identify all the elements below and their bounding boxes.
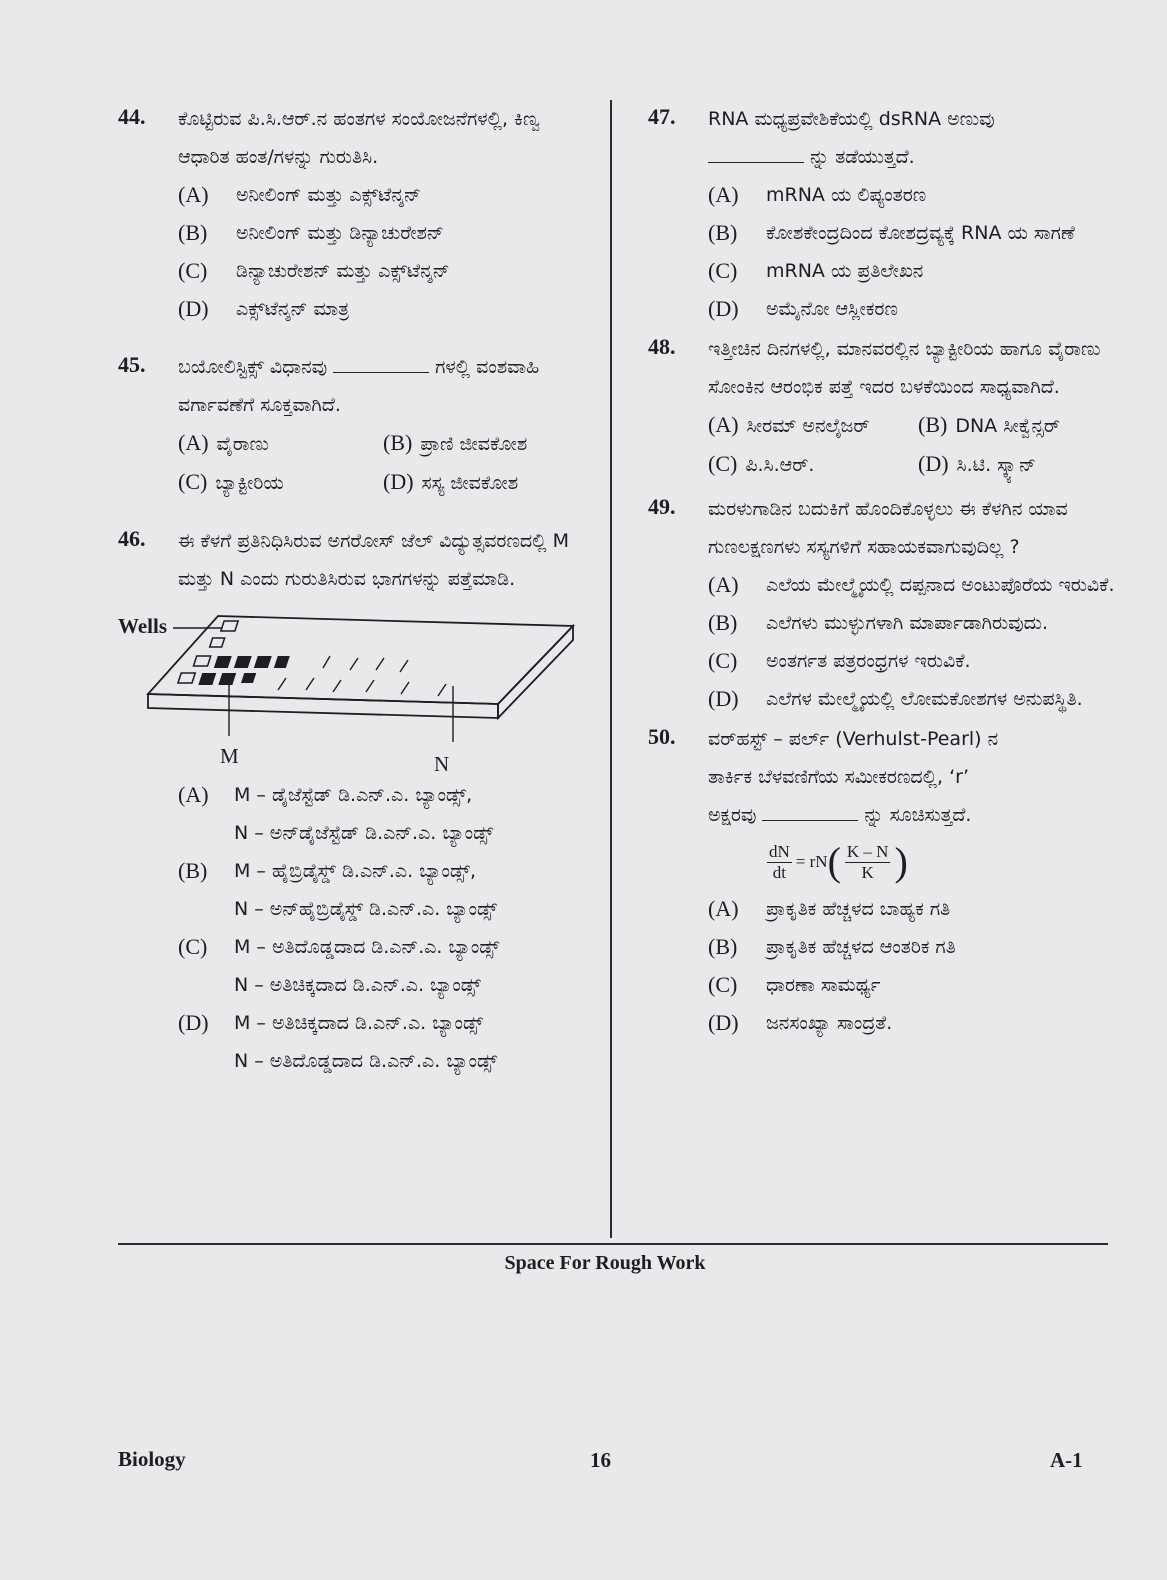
- option-label: (A): [708, 572, 739, 597]
- option-text: ಎಲೆಗಳು ಮುಳ್ಳುಗಳಾಗಿ ಮಾರ್ಪಾಡಾಗಿರುವುದು.: [766, 612, 1048, 634]
- option-text: ಪ್ರಾಕೃತಿಕ ಹೆಚ್ಚಳದ ಆಂತರಿಕ ಗತಿ: [766, 936, 956, 958]
- option-label: (B): [708, 220, 738, 245]
- formula-denominator: K: [861, 862, 874, 882]
- well: [178, 673, 195, 683]
- option-a: [178, 176, 588, 214]
- gel-figure: [118, 606, 588, 776]
- question-line: RNA ಮಧ್ಯಪ್ರವೇಶಿಕೆಯಲ್ಲಿ dsRNA ಅಣುವು: [708, 108, 995, 130]
- dna-band: [214, 656, 232, 668]
- option-a: [708, 176, 1118, 214]
- option-text: mRNA ಯ ಪ್ರತಿಲೇಖನ: [766, 260, 924, 282]
- question-line-tail: ನ್ನು ಸೂಚಿಸುತ್ತದೆ.: [864, 804, 972, 826]
- option-text: DNA ಸೀಕ್ವೆನ್ಸರ್: [955, 415, 1061, 437]
- question-line-tail: ನ್ನು ತಡೆಯುತ್ತದೆ.: [810, 146, 915, 168]
- option-b: [918, 406, 1118, 445]
- question-number: 44.: [118, 104, 146, 129]
- option-label: (A): [178, 182, 209, 207]
- answer-blank: [333, 352, 429, 373]
- option-text: ಧಾರಣಾ ಸಾಮರ್ಥ್ಯ: [766, 974, 881, 996]
- option-text: ಬ್ಯಾಕ್ಟೀರಿಯ: [215, 472, 284, 494]
- question-text-before: ಬಯೋಲಿಸ್ಟಿಕ್ಸ್ ವಿಧಾನವು: [178, 356, 328, 378]
- dna-band: [274, 656, 290, 668]
- option-b: [178, 214, 588, 252]
- option-text: ಪಿ.ಸಿ.ಆರ್.: [745, 454, 815, 476]
- option-text: ವೈರಾಣು: [216, 433, 269, 455]
- m-label: M: [220, 744, 239, 768]
- option-text: ಸಸ್ಯ ಜೀವಕೋಶ: [421, 472, 519, 494]
- question-48: [648, 330, 1118, 484]
- lane-mark: [323, 656, 330, 668]
- option-label: (C): [708, 258, 738, 283]
- option-text: ಎಲೆಗಳ ಮೇಲ್ಮೈಯಲ್ಲಿ ಲೋಮಕೋಶಗಳ ಅನುಪಸ್ಥಿತಿ.: [766, 688, 1083, 710]
- option-line-n: N – ಅನ್‌ಡೈಜೆಸ್ಟೆಡ್ ಡಿ.ಎನ್.ಎ. ಬ್ಯಾಂಡ್ಸ್: [234, 822, 494, 844]
- option-text: mRNA ಯ ಲಿಪ್ಯಂತರಣ: [766, 184, 927, 206]
- option-label: (A): [178, 430, 209, 455]
- option-text: ಅನೀಲಿಂಗ್ ಮತ್ತು ಡಿನ್ಯಾಚುರೇಶನ್: [236, 222, 444, 244]
- question-line: ವರ್‌ಹಸ್ಟ್ – ಪರ್ಲ್ (Verhulst-Pearl) ನ: [708, 728, 999, 750]
- option-d: [383, 463, 593, 502]
- option-label: (D): [178, 296, 209, 321]
- lane-mark: [333, 680, 341, 692]
- option-b: [178, 852, 588, 928]
- answer-blank: [708, 142, 804, 163]
- question-text: ಇತ್ತೀಚಿನ ದಿನಗಳಲ್ಲಿ, ಮಾನವರಲ್ಲಿನ ಬ್ಯಾಕ್ಟೀರಿಯ ಹಾಗೂ ವೈರಾಣು ಸೋಂಕಿನ ಆರಂಭಿಕ ಪತ್ತೆ ಇದರ ಬಳಕೆಯಿಂದ ಸಾಧ್ಯವಾಗಿದೆ.: [708, 338, 1101, 398]
- question-50: [648, 720, 1118, 1042]
- dna-band: [234, 656, 252, 668]
- logistic-growth-formula: [763, 834, 1118, 890]
- option-line-m: M – ಅತಿದೊಡ್ಡದಾದ ಡಿ.ಎನ್.ಎ. ಬ್ಯಾಂಡ್ಸ್: [234, 936, 500, 958]
- option-label: (D): [383, 469, 414, 494]
- option-label: (C): [178, 934, 208, 959]
- answer-blank: [762, 800, 858, 821]
- question-47: [648, 100, 1118, 328]
- option-c: [708, 252, 1118, 290]
- question-number: 49.: [648, 494, 676, 519]
- option-line-n: N – ಅತಿಚಿಕ್ಕದಾದ ಡಿ.ಎನ್.ಎ. ಬ್ಯಾಂಡ್ಸ್: [234, 974, 481, 996]
- option-label: (C): [178, 258, 208, 283]
- option-a: [178, 424, 383, 463]
- well: [210, 638, 225, 647]
- formula-numerator: K – N: [846, 841, 889, 861]
- dna-band: [198, 673, 216, 685]
- option-d: [178, 1004, 588, 1080]
- formula-denominator: dt: [772, 862, 786, 882]
- question-number: 46.: [118, 526, 146, 551]
- option-d: [178, 290, 588, 328]
- lane-mark: [278, 678, 286, 690]
- option-line-n: N – ಅನ್‌ಹೈಬ್ರಿಡೈಸ್ಡ್ ಡಿ.ಎನ್.ಎ. ಬ್ಯಾಂಡ್ಸ್: [234, 898, 498, 920]
- question-line-head: ಅಕ್ಷರವು: [708, 804, 757, 826]
- dna-band: [254, 656, 272, 668]
- option-c: [708, 642, 1118, 680]
- question-line: ತಾರ್ಕಿಕ ಬೆಳವಣಿಗೆಯ ಸಮೀಕರಣದಲ್ಲಿ, ‘r’: [708, 766, 970, 788]
- option-text: [234, 776, 493, 852]
- option-d: [918, 445, 1118, 484]
- agarose-gel-diagram: [118, 606, 588, 776]
- option-label: (C): [708, 648, 738, 673]
- question-number: 45.: [118, 352, 146, 377]
- wells-label: Wells: [118, 614, 168, 638]
- question-text: ಮರಳುಗಾಡಿನ ಬದುಕಿಗೆ ಹೊಂದಿಕೊಳ್ಳಲು ಈ ಕೆಳಗಿನ ಯಾವ ಗುಣಲಕ್ಷಣಗಳು ಸಸ್ಯಗಳಿಗೆ ಸಹಾಯಕವಾಗುವುದಿಲ್ಲ ?: [708, 498, 1068, 558]
- option-text: ಡಿನ್ಯಾಚುರೇಶನ್ ಮತ್ತು ಎಕ್ಸ್‌ಟೆನ್ಶನ್: [236, 260, 450, 282]
- gel-front-face: [148, 694, 498, 718]
- rough-work-rule: [118, 1243, 1108, 1245]
- lane-mark: [438, 684, 446, 696]
- question-number: 47.: [648, 104, 676, 129]
- question-text: ಈ ಕೆಳಗೆ ಪ್ರತಿನಿಧಿಸಿರುವ ಅಗರೋಸ್ ಜೆಲ್ ವಿದ್ಯುತ್ಸವರಣದಲ್ಲಿ M ಮತ್ತು N ಎಂದು ಗುರುತಿಸಿರುವ ಭಾಗಗಳನ್ನು ಪತ್ತೆಮಾಡಿ.: [178, 530, 569, 590]
- option-label: (A): [178, 782, 209, 807]
- option-label: (B): [178, 858, 208, 883]
- formula-open-paren: (: [827, 839, 841, 884]
- option-c: [708, 445, 918, 484]
- gel-top-face: [148, 616, 573, 704]
- option-label: (C): [708, 972, 738, 997]
- option-label: (D): [708, 1010, 739, 1035]
- options-grid: [708, 406, 1118, 484]
- option-label: (B): [178, 220, 208, 245]
- option-c: [178, 928, 588, 1004]
- option-line-m: M – ಅತಿಚಿಕ್ಕದಾದ ಡಿ.ಎನ್.ಎ. ಬ್ಯಾಂಡ್ಸ್: [234, 1012, 484, 1034]
- option-text: ಅಂತರ್ಗತ ಪತ್ರರಂಧ್ರಗಳ ಇರುವಿಕೆ.: [766, 650, 971, 672]
- formula-middle: = rN: [795, 852, 828, 871]
- option-text: [234, 928, 499, 1004]
- option-label: (B): [383, 430, 413, 455]
- option-label: (C): [708, 451, 738, 476]
- option-a: [708, 406, 918, 445]
- option-text: ಕೋಶಕೇಂದ್ರದಿಂದ ಕೋಶದ್ರವ್ಯಕ್ಕೆ RNA ಯ ಸಾಗಣೆ: [766, 222, 1075, 244]
- option-label: (B): [918, 412, 948, 437]
- gel-side-face: [498, 626, 573, 718]
- option-label: (D): [178, 1010, 209, 1035]
- question-45: [118, 348, 588, 502]
- formula-lhs-fraction: [767, 842, 792, 883]
- question-text: ಕೊಟ್ಟಿರುವ ಪಿ.ಸಿ.ಆರ್.ನ ಹಂತಗಳ ಸಂಯೋಜನೆಗಳಲ್ಲಿ, ಕಿಣ್ವ ಆಧಾರಿತ ಹಂತ/ಗಳನ್ನು ಗುರುತಿಸಿ.: [178, 108, 540, 168]
- option-text: ಸಿ.ಟಿ. ಸ್ಕ್ಯಾನ್: [956, 454, 1036, 476]
- option-label: (D): [918, 451, 949, 476]
- option-label: (C): [178, 469, 208, 494]
- option-b: [708, 604, 1118, 642]
- question-number: 48.: [648, 334, 676, 359]
- lane-mark: [306, 678, 314, 690]
- option-text: [234, 1004, 497, 1080]
- option-label: (D): [708, 296, 739, 321]
- option-text: ಅನೀಲಿಂಗ್ ಮತ್ತು ಎಕ್ಸ್‌ಟೆನ್ಶನ್: [236, 184, 421, 206]
- question-46: [118, 522, 588, 1080]
- subject-name: Biology: [118, 1447, 186, 1471]
- option-line-n: N – ಅತಿದೊಡ್ಡದಾದ ಡಿ.ಎನ್.ಎ. ಬ್ಯಾಂಡ್ಸ್: [234, 1050, 498, 1072]
- dna-band: [218, 673, 236, 685]
- option-text: ಜನಸಂಖ್ಯಾ ಸಾಂದ್ರತೆ.: [766, 1012, 893, 1034]
- column-divider: [610, 100, 612, 1238]
- option-label: (D): [708, 686, 739, 711]
- option-b: [708, 928, 1118, 966]
- well: [194, 656, 211, 666]
- option-label: (A): [708, 896, 739, 921]
- formula-close-paren: ): [894, 839, 908, 884]
- option-label: (A): [708, 412, 739, 437]
- lane-mark: [350, 658, 358, 670]
- option-text: ಎಲೆಯ ಮೇಲ್ಮೈಯಲ್ಲಿ ದಪ್ಪನಾದ ಅಂಟುಪೊರೆಯ ಇರುವಿಕೆ.: [766, 574, 1115, 596]
- question-line: [708, 138, 1118, 176]
- question-44: [118, 100, 588, 328]
- question-number: 50.: [648, 724, 676, 749]
- option-d: [708, 680, 1118, 718]
- option-b: [383, 424, 593, 463]
- option-label: (B): [708, 934, 738, 959]
- option-c: [178, 252, 588, 290]
- booklet-code: A-1: [1050, 1448, 1083, 1472]
- lane-mark: [366, 680, 374, 692]
- option-c: [708, 966, 1118, 1004]
- question-line: [708, 796, 1118, 834]
- lane-mark: [401, 682, 409, 694]
- question-49: [648, 490, 1118, 718]
- right-column: [648, 100, 1118, 1042]
- lane-mark: [400, 660, 408, 672]
- page-number: 16: [590, 1448, 611, 1472]
- option-b: [708, 214, 1118, 252]
- question-text: [178, 348, 588, 424]
- option-text: ಪ್ರಾಣಿ ಜೀವಕೋಶ: [420, 433, 528, 455]
- option-d: [708, 1004, 1118, 1042]
- option-text: ಎಕ್ಸ್‌ಟೆನ್ಶನ್ ಮಾತ್ರ: [236, 298, 350, 320]
- option-text: [234, 852, 497, 928]
- option-line-m: M – ಹೈಬ್ರಿಡೈಸ್ಡ್ ಡಿ.ಎನ್.ಎ. ಬ್ಯಾಂಡ್ಸ್,: [234, 860, 477, 882]
- option-text: ಸೀರಮ್ ಅನಲೈಜರ್: [746, 415, 870, 437]
- formula-numerator: dN: [769, 841, 790, 861]
- option-a: [708, 890, 1118, 928]
- option-a: [708, 566, 1118, 604]
- question-text-after: ಗಳಲ್ಲಿ ವಂಶವಾಹಿ ವರ್ಗಾವಣೆಗೆ ಸೂಕ್ತವಾಗಿದೆ.: [178, 356, 540, 416]
- lane-mark: [376, 658, 384, 670]
- option-d: [708, 290, 1118, 328]
- option-a: [178, 776, 588, 852]
- left-column: [118, 100, 588, 1080]
- options-grid: [178, 424, 588, 502]
- rough-work-heading: Space For Rough Work: [504, 1252, 706, 1274]
- option-text: ಪ್ರಾಕೃತಿಕ ಹೆಚ್ಚಳದ ಬಾಹ್ಯಕ ಗತಿ: [766, 898, 951, 920]
- option-label: (B): [708, 610, 738, 635]
- option-text: ಅಮೈನೋ ಆಸ್ಲೀಕರಣ: [766, 298, 898, 320]
- n-label: N: [434, 752, 450, 776]
- option-line-m: M – ಡೈಜೆಸ್ಟೆಡ್ ಡಿ.ಎನ್.ಎ. ಬ್ಯಾಂಡ್ಸ್,: [234, 784, 473, 806]
- well: [221, 621, 238, 631]
- option-c: [178, 463, 383, 502]
- question-text: [708, 100, 1118, 176]
- option-label: (A): [708, 182, 739, 207]
- formula-rhs-fraction: [845, 842, 891, 883]
- question-text: [708, 720, 1118, 834]
- dna-band: [241, 673, 256, 683]
